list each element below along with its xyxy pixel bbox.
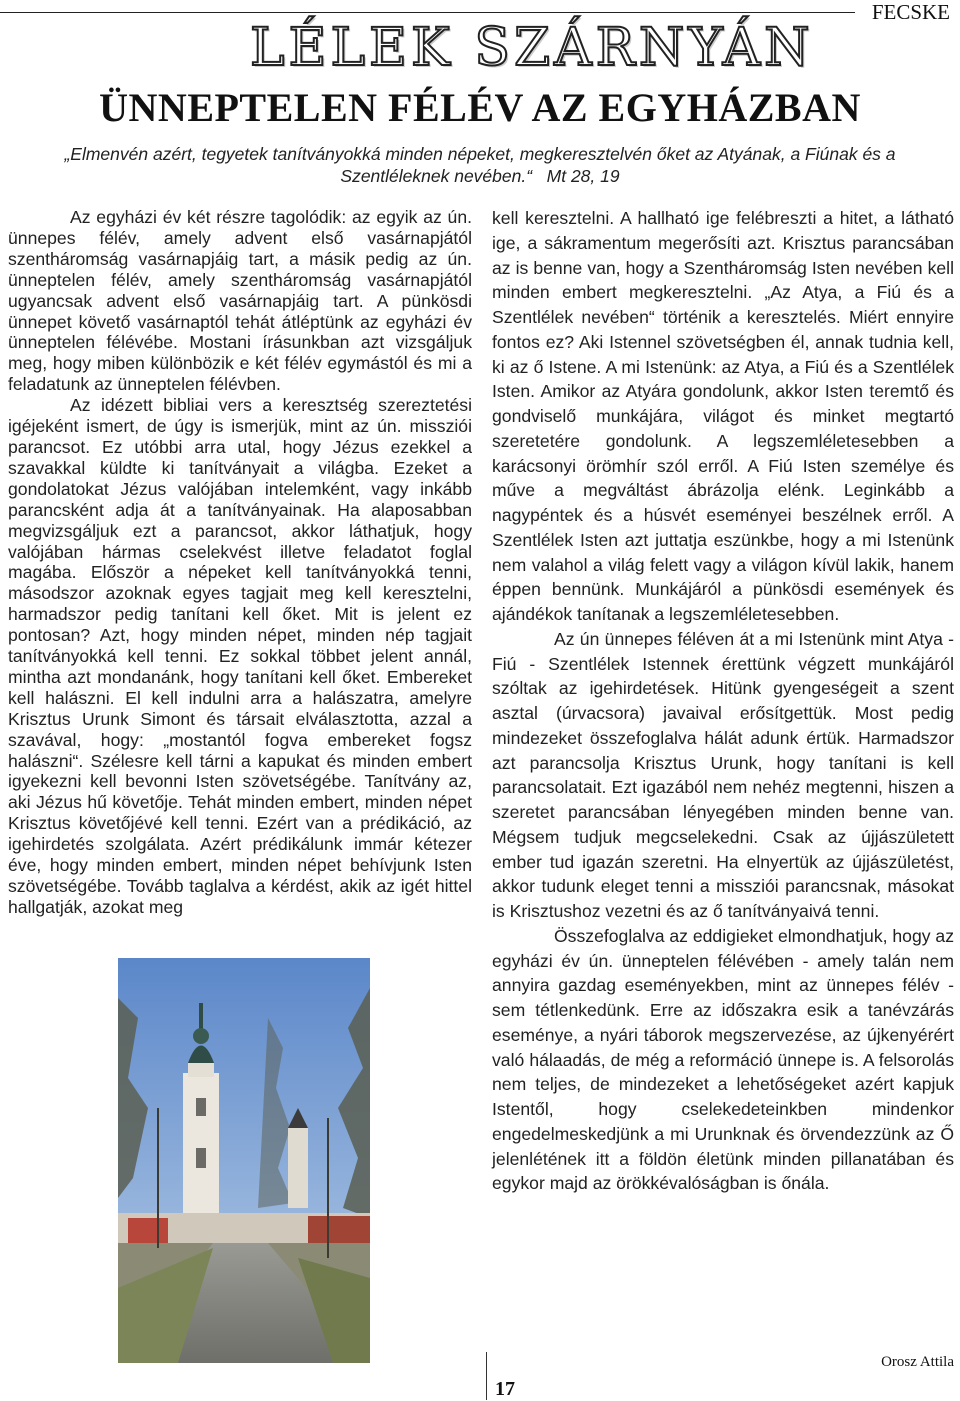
left-paragraph-1: Az egyházi év két részre tagolódik: az egyik az ún. ünnepes félév, amely advent első vasárnapjától szentháromság vasárnapjáig tart, a másik pedig az ún. ünneptelen félév, amely szentháromság vasárnapjától ugyancsak advent első vasárnapjáig tart. A pünkösdi ünnepet követő vasárnaptól tehát átléptünk az egyházi év ünneptelen félévébe. Mostani írásunkban azt vizsgáljuk meg, hogy miben különbözik e két félév egymástól és mi a feladatunk az ünneptelen félévben. [8, 207, 472, 395]
page-number: 17 [495, 1378, 515, 1400]
right-paragraph-1: kell keresztelni. A hallható ige felébreszti a hitet, a látható ige, a sákramentum megerősíti azt. Krisztus parancsában az is benne van, hogy a Szentháromság Isten nevében kell minden embert megkeresztelni. „Az Atya, a Fiú és a Szentlélek nevében“ történik a keresztelés. Miért ennyire fontos ez? Aki Istennel szövetségben él, annak tudnia kell, ki az ő Istene. A mi Istenünk: az Atya, a Fiú és a Szentlélek Isten. Amikor az Atyára gondolunk, akkor Isten teremtő és gondviselő munkájára, világot és minket megtartó szeretetére gondolunk. A legszemléletesebben a karácsonyi örömhír szól erről. A Fiú Isten személye és műve a megváltást ábrázolja elénk. Leginkább a nagypéntek és a húsvét eseményei beszélnek erről. A Szentlélek Isten azt juttatja eszünkbe, hogy a mi Istenünk nem valahol a világ felett vagy a világon kívül lakik, hanem éppen bennünk. Munkájáról a pünkösdi események és ajándékok tanítanak a legszemléletesebben. [492, 208, 954, 624]
right-paragraph-2: Az ún ünnepes féléven át a mi Istenünk mint Atya - Fiú - Szentlélek Istennek érettünk végzett munkájáról szóltak az igehirdetések. Hitünk gyengeségeit a szent asztal (úrvacsora) javaival erősítgettük. Most pedig mindezeket összefoglalva hálát adunk értük. Harmadszor azt parancsolja Krisztus Urunk, hogy tanítani is kell parancsolatait. Ezt igazából nem nehéz megtenni, hiszen a szeretet parancsában lényegében minden benne van. Mégsem tudjuk megcselekedni. Csak az újjászületett ember tud igazán szeretni. Ha elnyertük az újjászületést, akkor tudunk eleget tenni a missziói parancsnak, másokat is Krisztushoz vezetni és az ő tanítványaivá tenni. [492, 628, 954, 921]
left-paragraph-2: Az idézett bibliai vers a keresztség szereztetési igéjeként ismert, de úgy is ismerjük, mint az ún. missziói parancsot. Ez utóbbi arra utal, hogy Jézus ezekkel a szavakkal küldte ki tanítványait a világba. Ezeket a gondolatokat Jézus valójában intelemként, vagy inkább parancsként adja át a tanítványainak. Ha alaposabban megvizsgáljuk ezt a parancsot, akkor láthatjuk, hogy valójában hármas cselekvést illetve feladatot foglal magába. Először a népeket kell tanítványokká tenni, másodszor azoknak egyes tagjait meg kell keresztelni, harmadszor pedig tanítani kell őket. Mit is jelent ez pontosan? Azt, hogy minden népet, minden nép tagjait tanítványokká kell tenni. Ez sokkal többet jelent annál, mintha azt mondanánk, hogy tanítani kell őket. Embereket kell halászni. El kell indulni arra a halászatra, amelyre Krisztus Urunk Simont és társait elválasztotta, azzal a szavával, hogy: „mostantól fogva embereket fogsz halászni“. Szélesre kell tárni a kapukat és minden embert igyekezni kell bevonni Isten szövetségébe. Tanítvány az, aki Jézus hű követője. Tehát minden embert, minden népet Krisztus követőjévé kell tenni. Ezért van a prédikáció, az igehirdetés szolgálata. Azért prédikálunk immár kétezer éve, hogy minden embert, minden népet behívjunk Isten szövetségébe. Tovább taglalva a kérdést, akik az igét hittel hallgatják, azokat meg [8, 395, 472, 917]
section-title: LÉLEK SZÁRNYÁN [250, 18, 814, 78]
church-photo-illustration [118, 958, 370, 1363]
article-title: ÜNNEPTELEN FÉLÉV AZ EGYHÁZBAN [99, 85, 861, 130]
church-photo [118, 958, 370, 1363]
epigraph [40, 143, 920, 187]
right-column [492, 206, 954, 1196]
left-column [8, 207, 472, 918]
epigraph-reference: Mt 28, 19 [546, 166, 620, 186]
running-head: FECSKE [871, 0, 950, 24]
column-divider [486, 1352, 487, 1400]
epigraph-quote: „Elmenvén azért, tegyetek tanítványokká minden népeket, megkeresztelvén őket az Atyának, a Fiúnak és a Szentléleknek nevében.“ [64, 144, 896, 186]
author-signature: Orosz Attila [881, 1354, 954, 1370]
header-rule [0, 12, 855, 13]
right-paragraph-3: Összefoglalva az eddigieket elmondhatjuk, hogy az egyházi év ún. ünneptelen félévében - amely talán nem annyira gazdag eseményekben, mint az ünnepes félév - sem tétlenkedünk. Erre az időszakra esik a tanévzárás eseménye, a nyári táborok megszervezése, az újkenyérért való hálaadás, de még a reformáció ünnepe is. A felsorolás nem teljes, de mindezeket a lehetőségeket azért kapjuk Istentől, hogy cselekedeteinkben mindenkor engedelmeskedjünk a mi Urunknak és örvendezzünk az Ő jelenlétének itt a földön életünk minden pillanatában és egykor majd az örökkévalóságban is őnála. [492, 925, 955, 1194]
